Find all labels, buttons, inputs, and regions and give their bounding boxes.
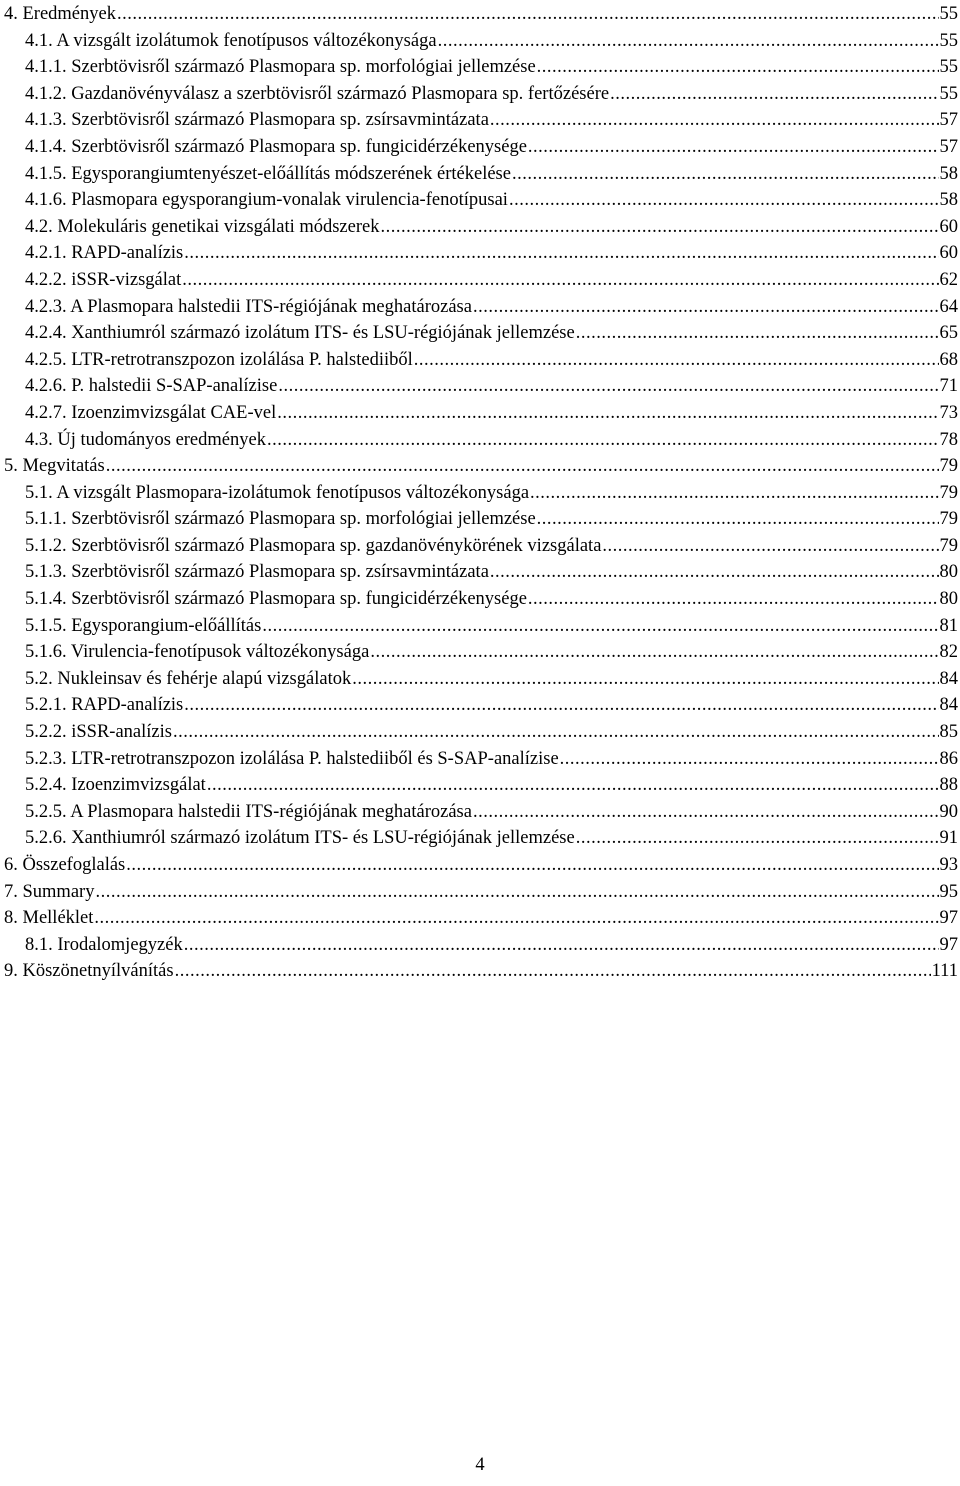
dot-leader xyxy=(576,320,939,347)
toc-entry[interactable] xyxy=(0,373,958,400)
toc-entry[interactable] xyxy=(0,825,958,852)
toc-entry[interactable] xyxy=(0,852,958,879)
toc-entry-title: 4.1.2. Gazdanövényválasz a szerbtövisről származó Plasmopara sp. fertőzésére xyxy=(25,83,610,104)
toc-entry-page: 111 xyxy=(931,961,958,982)
toc-entry[interactable] xyxy=(0,28,958,55)
toc-entry-title: 5. Megvitatás xyxy=(4,456,105,477)
toc-entry-title: 4.1.4. Szerbtövisről származó Plasmopara sp. fungicidérzékenysége xyxy=(25,136,527,157)
dot-leader xyxy=(262,613,938,640)
dot-leader xyxy=(184,240,938,267)
toc-entry[interactable] xyxy=(0,480,958,507)
toc-entry-title: 5.2.5. A Plasmopara halstedii ITS-régiójának meghatározása xyxy=(25,801,472,822)
dot-leader xyxy=(95,879,938,906)
toc-entry-page: 91 xyxy=(939,828,958,849)
dot-leader xyxy=(473,294,939,321)
dot-leader xyxy=(438,28,939,55)
toc-entry-page: 57 xyxy=(939,136,958,157)
toc-entry-page: 90 xyxy=(939,801,958,822)
toc-entry-title: 5.1.3. Szerbtövisről származó Plasmopara sp. zsírsavmintázata xyxy=(25,562,489,583)
toc-entry[interactable] xyxy=(0,772,958,799)
toc-entry-page: 80 xyxy=(939,562,958,583)
toc-entry-page: 68 xyxy=(939,349,958,370)
toc-entry-title: 4.1. A vizsgált izolátumok fenotípusos változékonysága xyxy=(25,30,437,51)
toc-entry-page: 86 xyxy=(939,748,958,769)
toc-entry-page: 79 xyxy=(939,535,958,556)
toc-entry-title: 5.1.2. Szerbtövisről származó Plasmopara sp. gazdanövénykörének vizsgálata xyxy=(25,535,602,556)
toc-entry-page: 79 xyxy=(939,456,958,477)
dot-leader xyxy=(267,427,939,454)
dot-leader xyxy=(278,373,938,400)
toc-entry-page: 73 xyxy=(939,402,958,423)
dot-leader xyxy=(94,905,938,932)
toc-entry-title: 8. Melléklet xyxy=(4,908,94,929)
toc-entry-page: 55 xyxy=(939,57,958,78)
toc-entry-title: 4.2.3. A Plasmopara halstedii ITS-régiójának meghatározása xyxy=(25,296,472,317)
toc-entry[interactable] xyxy=(0,746,958,773)
toc-entry-title: 8.1. Irodalomjegyzék xyxy=(25,934,183,955)
toc-entry[interactable] xyxy=(0,400,958,427)
toc-entry[interactable] xyxy=(0,214,958,241)
table-of-contents xyxy=(0,1,958,985)
toc-entry-page: 85 xyxy=(939,722,958,743)
toc-entry[interactable] xyxy=(0,586,958,613)
dot-leader xyxy=(414,347,939,374)
toc-entry[interactable] xyxy=(0,294,958,321)
toc-entry-title: 4.1.1. Szerbtövisről származó Plasmopara sp. morfológiai jellemzése xyxy=(25,57,536,78)
dot-leader xyxy=(490,107,939,134)
toc-entry-page: 97 xyxy=(939,908,958,929)
toc-entry-title: 5.1. A vizsgált Plasmopara-izolátumok fenotípusos változékonysága xyxy=(25,482,530,503)
toc-entry[interactable] xyxy=(0,533,958,560)
toc-entry-title: 4.1.6. Plasmopara egysporangium-vonalak virulencia-fenotípusai xyxy=(25,190,508,211)
toc-entry-title: 5.2.2. iSSR-analízis xyxy=(25,722,172,743)
toc-entry-page: 62 xyxy=(939,269,958,290)
toc-entry-page: 79 xyxy=(939,509,958,530)
dot-leader xyxy=(175,958,931,985)
dot-leader xyxy=(490,559,939,586)
toc-entry-page: 79 xyxy=(939,482,958,503)
dot-leader xyxy=(537,506,939,533)
dot-leader xyxy=(528,586,939,613)
toc-entry-title: 5.1.1. Szerbtövisről származó Plasmopara sp. morfológiai jellemzése xyxy=(25,509,536,530)
toc-entry[interactable] xyxy=(0,240,958,267)
toc-entry-page: 65 xyxy=(939,323,958,344)
toc-entry[interactable] xyxy=(0,666,958,693)
dot-leader xyxy=(509,187,939,214)
toc-entry[interactable] xyxy=(0,719,958,746)
toc-entry[interactable] xyxy=(0,427,958,454)
toc-entry-page: 55 xyxy=(939,4,958,24)
toc-entry-title: 5.2.3. LTR-retrotranszpozon izolálása P. halstediiből és S-SAP-analízise xyxy=(25,748,559,769)
dot-leader xyxy=(576,825,939,852)
toc-entry-title: 4.1.3. Szerbtövisről származó Plasmopara sp. zsírsavmintázata xyxy=(25,110,489,131)
toc-entry-title: 5.1.4. Szerbtövisről származó Plasmopara sp. fungicidérzékenysége xyxy=(25,589,527,610)
dot-leader xyxy=(370,639,938,666)
dot-leader xyxy=(610,81,938,108)
toc-entry[interactable] xyxy=(0,54,958,81)
toc-entry-page: 84 xyxy=(939,668,958,689)
toc-entry[interactable] xyxy=(0,453,958,480)
dot-leader xyxy=(380,214,938,241)
dot-leader xyxy=(173,719,939,746)
toc-entry-page: 88 xyxy=(939,775,958,796)
toc-entry-page: 97 xyxy=(939,934,958,955)
toc-entry-page: 58 xyxy=(939,163,958,184)
toc-entry-page: 60 xyxy=(939,243,958,264)
toc-entry[interactable] xyxy=(0,187,958,214)
toc-entry-page: 57 xyxy=(939,110,958,131)
toc-entry-title: 5.2.4. Izoenzimvizsgálat xyxy=(25,775,206,796)
toc-entry-page: 71 xyxy=(939,376,958,397)
toc-entry-title: 6. Összefoglalás xyxy=(4,855,126,875)
toc-entry[interactable] xyxy=(0,267,958,294)
toc-entry-title: 4. Eredmények xyxy=(4,4,116,24)
toc-entry-page: 84 xyxy=(939,695,958,716)
dot-leader xyxy=(537,54,939,81)
toc-entry[interactable] xyxy=(0,134,958,161)
toc-entry-title: 4.2.1. RAPD-analízis xyxy=(25,243,184,264)
toc-entry[interactable] xyxy=(0,347,958,374)
dot-leader xyxy=(602,533,938,560)
dot-leader xyxy=(207,772,939,799)
dot-leader xyxy=(560,746,939,773)
dot-leader xyxy=(528,134,939,161)
dot-leader xyxy=(512,161,939,188)
dot-leader xyxy=(530,480,938,507)
toc-entry-page: 78 xyxy=(939,429,958,450)
toc-entry-title: 5.1.5. Egysporangium-előállítás xyxy=(25,615,262,636)
toc-entry-page: 60 xyxy=(939,216,958,237)
toc-entry[interactable] xyxy=(0,81,958,108)
toc-entry[interactable] xyxy=(0,879,958,906)
toc-entry-title: 5.1.6. Virulencia-fenotípusok változékonysága xyxy=(25,642,370,663)
toc-entry-page: 55 xyxy=(939,83,958,104)
toc-entry-title: 4.2.5. LTR-retrotranszpozon izolálása P. halstediiből xyxy=(25,349,413,370)
dot-leader xyxy=(473,799,939,826)
toc-entry-title: 4.2. Molekuláris genetikai vizsgálati módszerek xyxy=(25,216,380,237)
toc-entry-title: 5.2. Nukleinsav és fehérje alapú vizsgálatok xyxy=(25,668,352,689)
toc-entry[interactable] xyxy=(0,320,958,347)
toc-entry[interactable] xyxy=(0,692,958,719)
dot-leader xyxy=(352,666,938,693)
page-number: 4 xyxy=(475,1455,485,1475)
toc-entry-page: 81 xyxy=(939,615,958,636)
toc-entry-page: 93 xyxy=(939,855,958,875)
toc-entry[interactable] xyxy=(0,639,958,666)
toc-entry[interactable] xyxy=(0,1,958,28)
toc-entry-title: 4.3. Új tudományos eredmények xyxy=(25,429,266,450)
toc-entry[interactable] xyxy=(0,559,958,586)
toc-entry-title: 4.2.2. iSSR-vizsgálat xyxy=(25,269,182,290)
toc-entry[interactable] xyxy=(0,506,958,533)
toc-entry[interactable] xyxy=(0,799,958,826)
toc-entry[interactable] xyxy=(0,958,958,985)
dot-leader xyxy=(126,852,938,879)
toc-entry-page: 82 xyxy=(939,642,958,663)
dot-leader xyxy=(106,453,939,480)
toc-entry[interactable] xyxy=(0,905,958,932)
toc-entry-page: 55 xyxy=(939,30,958,51)
dot-leader xyxy=(182,267,938,294)
dot-leader xyxy=(184,692,938,719)
toc-entry[interactable] xyxy=(0,932,958,959)
toc-entry-title: 4.2.7. Izoenzimvizsgálat CAE-vel xyxy=(25,402,277,423)
toc-entry-page: 58 xyxy=(939,190,958,211)
toc-entry-page: 64 xyxy=(939,296,958,317)
toc-entry-title: 5.2.1. RAPD-analízis xyxy=(25,695,184,716)
toc-entry-title: 5.2.6. Xanthiumról származó izolátum ITS- és LSU-régiójának jellemzése xyxy=(25,828,575,849)
toc-entry[interactable] xyxy=(0,107,958,134)
toc-entry-title: 7. Summary xyxy=(4,881,95,902)
dot-leader xyxy=(117,1,939,28)
toc-entry-page: 95 xyxy=(939,881,958,902)
toc-entry-title: 4.2.6. P. halstedii S-SAP-analízise xyxy=(25,376,278,397)
dot-leader xyxy=(277,400,938,427)
toc-entry-title: 9. Köszönetnyílvánítás xyxy=(4,961,174,982)
toc-entry[interactable] xyxy=(0,613,958,640)
dot-leader xyxy=(184,932,939,959)
toc-entry-title: 4.1.5. Egysporangiumtenyészet-előállítás módszerének értékelése xyxy=(25,163,511,184)
toc-entry[interactable] xyxy=(0,161,958,188)
toc-entry-page: 80 xyxy=(939,589,958,610)
toc-entry-title: 4.2.4. Xanthiumról származó izolátum ITS- és LSU-régiójának jellemzése xyxy=(25,323,575,344)
